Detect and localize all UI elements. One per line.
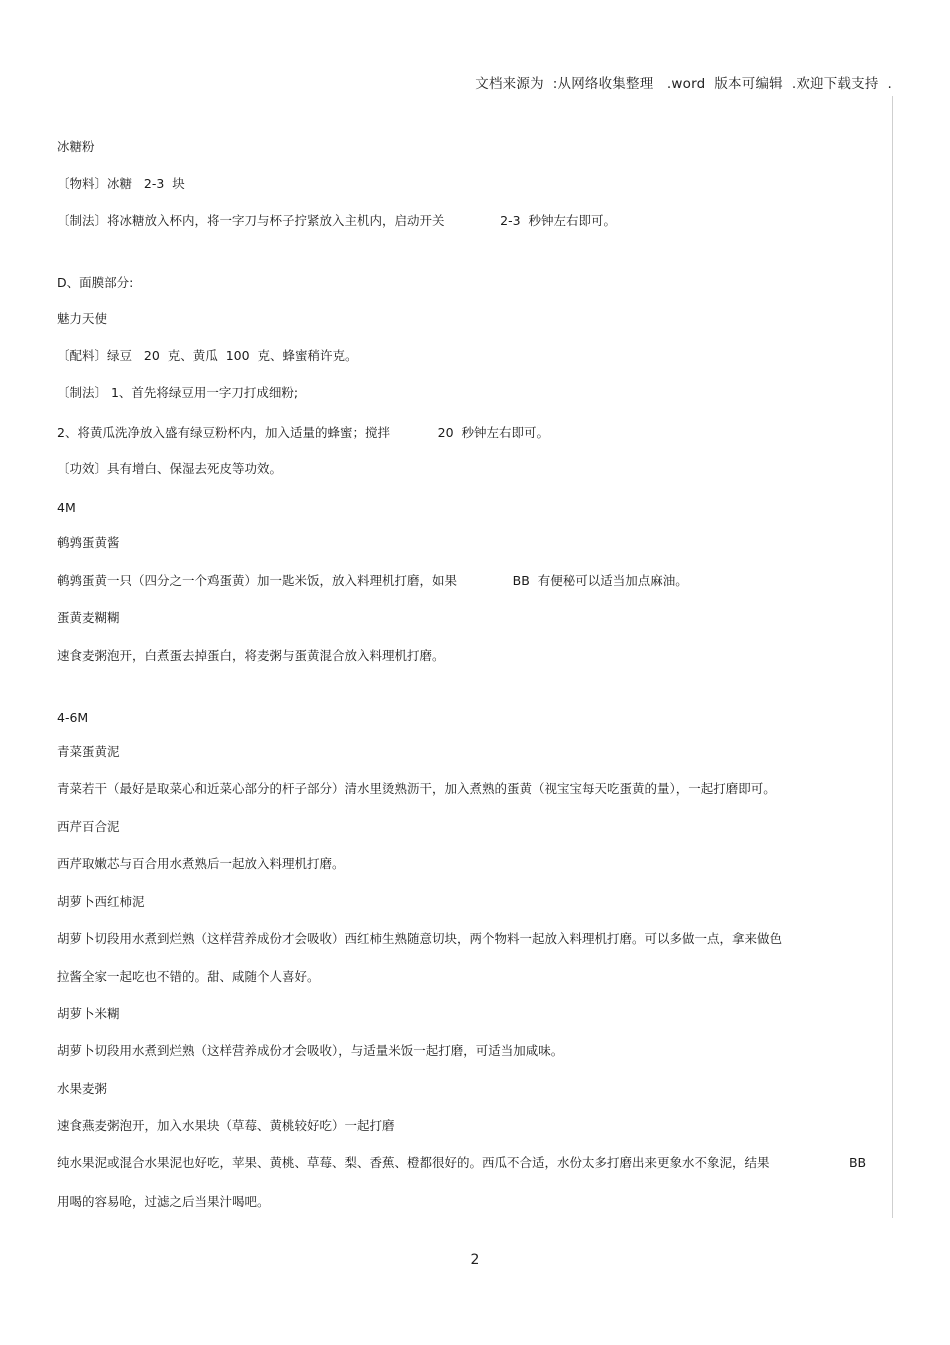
section-title: 魅力天使 bbox=[57, 311, 108, 326]
paragraph: 〔配料〕绿豆 20 克、黄瓜 100 克、蜂蜜稍许克。 bbox=[57, 348, 358, 363]
paragraph: 青菜若干（最好是取菜心和近菜心部分的杆子部分）清水里烫熟沥干，加入煮熟的蛋黄（视宝宝每天吃蛋黄的量），一起打磨即可。 bbox=[57, 781, 776, 796]
paragraph: 纯水果泥或混合水果泥也好吃，苹果、黄桃、草莓、梨、香蕉、橙都很好的。西瓜不合适，水份太多打磨出来更象水不象泥，结果 BB bbox=[57, 1155, 867, 1170]
section-title: 水果麦粥 bbox=[57, 1081, 108, 1096]
paragraph: 速食燕麦粥泡开，加入水果块（草莓、黄桃较好吃）一起打磨 bbox=[57, 1118, 395, 1133]
section-heading: D、面膜部分: bbox=[57, 275, 134, 290]
paragraph: 用喝的容易呛，过滤之后当果汁喝吧。 bbox=[57, 1194, 270, 1209]
paragraph: 〔物料〕冰糖 2-3 块 bbox=[57, 176, 185, 191]
paragraph: 2、将黄瓜洗净放入盛有绿豆粉杯内，加入适量的蜂蜜；搅拌 20 秒钟左右即可。 bbox=[57, 425, 549, 440]
paragraph: 〔制法〕将冰糖放入杯内，将一字刀与杯子拧紧放入主机内，启动开关 2-3 秒钟左右即可。 bbox=[57, 213, 616, 228]
paragraph: 〔制法〕 1、首先将绿豆用一字刀打成细粉; bbox=[57, 385, 299, 400]
age-heading: 4M bbox=[57, 500, 76, 515]
section-title: 冰糖粉 bbox=[57, 139, 95, 154]
paragraph: 拉酱全家一起吃也不错的。甜、咸随个人喜好。 bbox=[57, 969, 320, 984]
paragraph: 胡萝卜切段用水煮到烂熟（这样营养成份才会吸收），与适量米饭一起打磨，可适当加咸味。 bbox=[57, 1043, 564, 1058]
section-title: 胡萝卜西红柿泥 bbox=[57, 894, 145, 909]
paragraph: 速食麦粥泡开，白煮蛋去掉蛋白，将麦粥与蛋黄混合放入料理机打磨。 bbox=[57, 648, 445, 663]
paragraph: 西芹取嫩芯与百合用水煮熟后一起放入料理机打磨。 bbox=[57, 856, 345, 871]
section-title: 西芹百合泥 bbox=[57, 819, 120, 834]
page-number: 2 bbox=[470, 1252, 480, 1268]
paragraph: 〔功效〕具有增白、保湿去死皮等功效。 bbox=[57, 461, 283, 476]
section-title: 胡萝卜米糊 bbox=[57, 1006, 120, 1021]
section-title: 蛋黄麦糊糊 bbox=[57, 610, 120, 625]
age-heading: 4-6M bbox=[57, 710, 89, 725]
paragraph: 胡萝卜切段用水煮到烂熟（这样营养成份才会吸收）西红柿生熟随意切块，两个物料一起放入料理机打磨。可以多做一点，拿来做色 bbox=[57, 931, 783, 946]
section-title: 鹌鹑蛋黄酱 bbox=[57, 535, 120, 550]
paragraph: 鹌鹑蛋黄一只（四分之一个鸡蛋黄）加一匙米饭，放入料理机打磨，如果 BB 有便秘可以适当加点麻油。 bbox=[57, 573, 688, 588]
section-title: 青菜蛋黄泥 bbox=[57, 744, 120, 759]
page-header: 文档来源为 :从网络收集整理 .word 版本可编辑 .欢迎下载支持 . bbox=[475, 76, 892, 92]
right-margin-rule bbox=[892, 96, 893, 1218]
